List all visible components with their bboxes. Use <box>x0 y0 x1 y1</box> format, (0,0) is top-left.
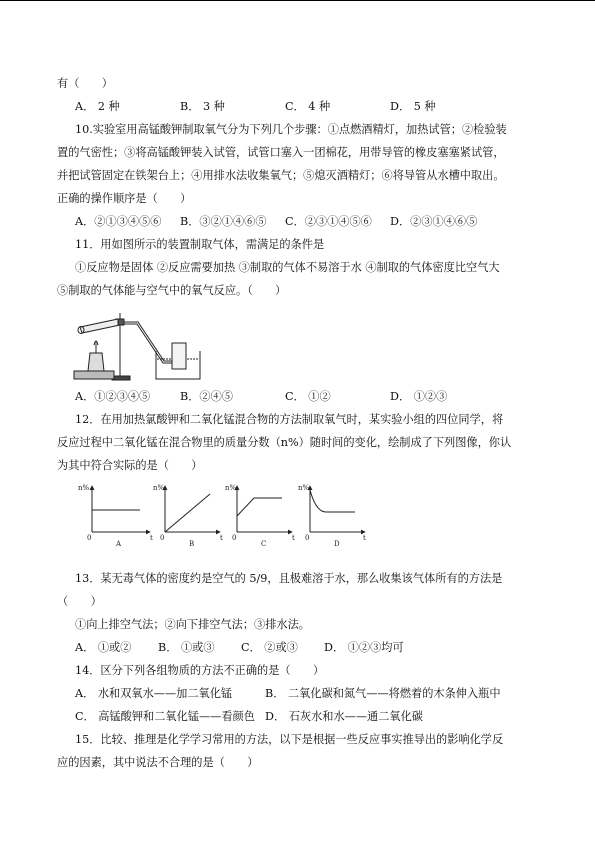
q14-line-1: 14．区分下列各组物质的方法不正确的是（ ） <box>75 664 325 677</box>
q11-line-3: ⑤制取的气体能与空气中的氧气反应。（ ） <box>57 284 287 297</box>
graph-a-caption: A <box>116 540 122 548</box>
graph-d <box>298 484 366 548</box>
graph-c-origin: 0 <box>232 534 237 542</box>
graph-d-xlabel: t <box>363 534 366 542</box>
graph-a-origin: 0 <box>87 534 92 542</box>
q10-line-1: 10.实验室用高锰酸钾制取氧气分为下列几个步骤：①点燃酒精灯，加热试管；②检验装 <box>75 123 507 136</box>
graph-b-origin: 0 <box>160 534 165 542</box>
q12-graphs <box>70 480 370 560</box>
q10-option-b: B．③②①④⑥⑤ <box>180 215 267 228</box>
graph-c-xlabel: t <box>292 534 295 542</box>
gas-collection-apparatus-figure <box>72 305 202 383</box>
graph-d-ylabel: n% <box>298 484 310 492</box>
graph-b <box>153 484 223 548</box>
q9-option-d: D． 5 种 <box>390 100 436 113</box>
q9-tail: 有（ ） <box>57 77 113 90</box>
q13-line-1: 13．某无毒气体的密度约是空气的 5/9，且极难溶于水，那么收集该气体所有的方法是 <box>75 572 503 585</box>
q11-line-1: 11．用如图所示的装置制取气体，需满足的条件是 <box>75 238 325 251</box>
q9-option-c: C． 4 种 <box>285 100 331 113</box>
q10-option-d: D．②③①④⑥⑤ <box>390 215 478 228</box>
graph-c-ylabel: n% <box>225 484 237 492</box>
q13-line-3: ①向上排空气法；②向下排空气法；③排水法。 <box>75 618 310 631</box>
q14-option-b: B． 二氧化碳和氮气——将燃着的木条伸入瓶中 <box>265 687 501 700</box>
q14-option-c: C． 高锰酸钾和二氧化锰——看颜色 <box>75 710 255 723</box>
q15-line-1: 15．比较、推理是化学学习常用的方法，以下是根据一些反应事实推导出的影响化学反 <box>75 733 504 746</box>
q12-line-2: 反应过程中二氧化锰在混合物里的质量分数（n%）随时间的变化，绘制成了下列图像，你认 <box>57 436 512 449</box>
q10-option-c: C．②③①④⑤⑥ <box>285 215 372 228</box>
q9-option-b: B． 3 种 <box>180 100 225 113</box>
q15-line-2: 应的因素，其中说法不合理的是（ ） <box>57 756 259 769</box>
page-top-border <box>0 0 595 1</box>
q13-option-d: D． ①②③均可 <box>324 641 404 654</box>
graph-c-caption: C <box>261 540 267 548</box>
q12-line-1: 12．在用加热氯酸钾和二氧化锰混合物的方法制取氧气时，某实验小组的四位同学，将 <box>75 413 504 426</box>
q11-line-2: ①反应物是固体 ②反应需要加热 ③制取的气体不易溶于水 ④制取的气体密度比空气大 <box>75 261 500 274</box>
graph-a <box>78 484 153 548</box>
graph-b-caption: B <box>189 540 195 548</box>
graph-d-origin: 0 <box>305 534 310 542</box>
graph-a-xlabel: t <box>150 534 153 542</box>
q11-option-b: B．②④⑤ <box>180 390 233 403</box>
q9-option-a: A． 2 种 <box>75 100 120 113</box>
q13-option-b: B． ①或③ <box>158 641 215 654</box>
q10-line-2: 置的气密性；③将高锰酸钾装入试管，试管口塞入一团棉花，用带导管的橡皮塞塞紧试管， <box>57 146 505 159</box>
q11-option-d: D． ①②③ <box>390 390 448 403</box>
q14-option-d: D． 石灰水和水——通二氧化碳 <box>265 710 423 723</box>
graph-c <box>225 484 295 548</box>
q10-option-a: A．②①③④⑤⑥ <box>75 215 162 228</box>
graph-b-xlabel: t <box>220 534 223 542</box>
q13-line-2: （ ） <box>57 595 102 608</box>
q12-line-3: 为其中符合实际的是（ ） <box>57 459 203 472</box>
q11-option-a: A．①②③④⑤ <box>75 390 151 403</box>
graph-b-ylabel: n% <box>153 484 165 492</box>
q11-option-c: C． ①② <box>285 390 331 403</box>
graph-d-caption: D <box>334 540 340 548</box>
q13-option-c: C． ②或③ <box>241 641 298 654</box>
graph-a-ylabel: n% <box>78 484 90 492</box>
q14-option-a: A． 水和双氧水——加二氧化锰 <box>75 687 233 700</box>
q10-line-4: 正确的操作顺序是（ ） <box>57 192 192 205</box>
q13-option-a: A． ①或② <box>75 641 132 654</box>
q10-line-3: 并把试管固定在铁架台上；④用排水法收集氧气；⑤熄灭酒精灯；⑥将导管从水槽中取出。 <box>57 169 505 182</box>
